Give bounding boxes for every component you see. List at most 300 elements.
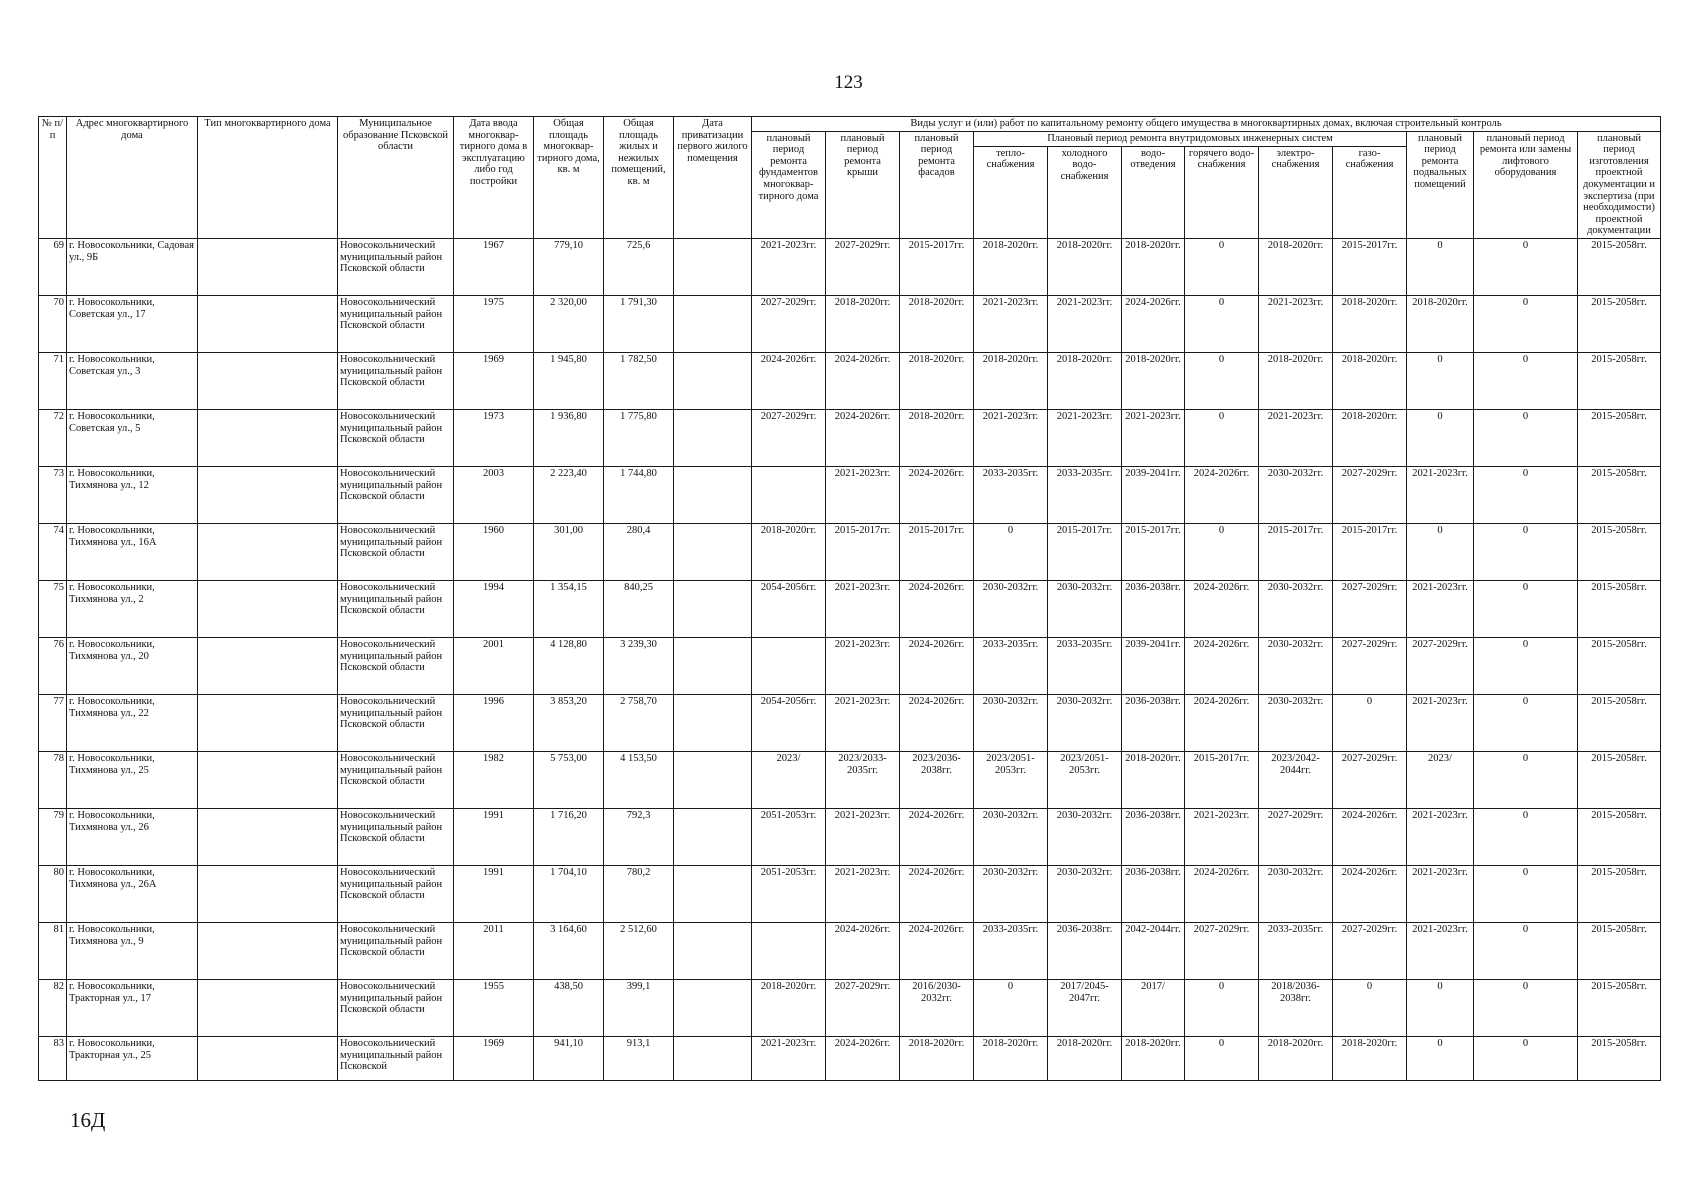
cell-living-area: 3 239,30 [604, 637, 674, 694]
cell-foundation: 2027-2029гг. [752, 295, 826, 352]
cell-living-area: 4 153,50 [604, 751, 674, 808]
cell-sewer: 2018-2020гг. [1122, 238, 1185, 295]
cell-basement: 0 [1407, 238, 1474, 295]
cell-municipality: Новосокольнический муниципальный район Псковской области [338, 580, 454, 637]
cell-heat: 0 [974, 523, 1048, 580]
cell-hot-water: 2024-2026гг. [1185, 865, 1259, 922]
cell-address: г. Новосокольники, Тихмянова ул., 20 [67, 637, 198, 694]
cell-basement: 2021-2023гг. [1407, 694, 1474, 751]
header-living-area: Общая площадь жилых и нежилых помещений, кв. м [604, 117, 674, 239]
cell-cold-water: 2033-2035гг. [1048, 637, 1122, 694]
cell-privatization [674, 1036, 752, 1080]
cell-municipality: Новосокольнический муниципальный район Псковской области [338, 523, 454, 580]
cell-sewer: 2039-2041гг. [1122, 466, 1185, 523]
cell-privatization [674, 694, 752, 751]
cell-type [198, 238, 338, 295]
cell-privatization [674, 580, 752, 637]
cell-municipality: Новосокольнический муниципальный район Псковской области [338, 808, 454, 865]
cell-gas: 2018-2020гг. [1333, 352, 1407, 409]
cell-roof: 2024-2026гг. [826, 922, 900, 979]
cell-design: 2015-2058гг. [1578, 352, 1661, 409]
cell-privatization [674, 637, 752, 694]
cell-address: г. Новосокольники, Тихмянова ул., 16А [67, 523, 198, 580]
cell-elevator: 0 [1474, 580, 1578, 637]
cell-electric: 2018-2020гг. [1259, 352, 1333, 409]
cell-municipality: Новосокольнический муниципальный район Псковской области [338, 979, 454, 1036]
cell-privatization [674, 808, 752, 865]
cell-type [198, 922, 338, 979]
table-row [39, 694, 1661, 751]
cell-hot-water: 0 [1185, 352, 1259, 409]
cell-basement: 2021-2023гг. [1407, 580, 1474, 637]
cell-cold-water: 2030-2032гг. [1048, 694, 1122, 751]
header-type: Тип многоквартирного дома [198, 117, 338, 239]
cell-design: 2015-2058гг. [1578, 865, 1661, 922]
cell-living-area: 780,2 [604, 865, 674, 922]
cell-facade: 2024-2026гг. [900, 922, 974, 979]
cell-num: 69 [39, 238, 67, 295]
cell-foundation: 2054-2056гг. [752, 694, 826, 751]
cell-sewer: 2017/ [1122, 979, 1185, 1036]
cell-hot-water: 0 [1185, 238, 1259, 295]
cell-elevator: 0 [1474, 865, 1578, 922]
cell-cold-water: 2023/2051-2053гг. [1048, 751, 1122, 808]
cell-year: 1960 [454, 523, 534, 580]
cell-num: 74 [39, 523, 67, 580]
cell-municipality: Новосокольнический муниципальный район Псковской области [338, 409, 454, 466]
cell-total-area: 3 164,60 [534, 922, 604, 979]
table-row [39, 523, 1661, 580]
cell-privatization [674, 295, 752, 352]
cell-privatization [674, 238, 752, 295]
cell-privatization [674, 523, 752, 580]
table-row [39, 580, 1661, 637]
cell-basement: 0 [1407, 979, 1474, 1036]
cell-hot-water: 2024-2026гг. [1185, 580, 1259, 637]
cell-design: 2015-2058гг. [1578, 523, 1661, 580]
cell-address: г. Новосокольники, Советская ул., 17 [67, 295, 198, 352]
header-address: Адрес многоквартирного дома [67, 117, 198, 239]
cell-address: г. Новосокольники, Тихмянова ул., 26 [67, 808, 198, 865]
cell-privatization [674, 865, 752, 922]
cell-facade: 2023/2036-2038гг. [900, 751, 974, 808]
header-cold-water: холодного водо-снабжения [1048, 146, 1122, 238]
cell-total-area: 5 753,00 [534, 751, 604, 808]
cell-design: 2015-2058гг. [1578, 466, 1661, 523]
cell-num: 70 [39, 295, 67, 352]
header-foundation: плановый период ремонта фундаментов многоквар-тирного дома [752, 131, 826, 238]
cell-basement: 2021-2023гг. [1407, 808, 1474, 865]
cell-roof: 2021-2023гг. [826, 580, 900, 637]
cell-hot-water: 0 [1185, 295, 1259, 352]
cell-cold-water: 2018-2020гг. [1048, 1036, 1122, 1080]
cell-basement: 0 [1407, 409, 1474, 466]
cell-foundation: 2024-2026гг. [752, 352, 826, 409]
cell-year: 1973 [454, 409, 534, 466]
cell-elevator: 0 [1474, 409, 1578, 466]
cell-facade: 2015-2017гг. [900, 238, 974, 295]
table-row [39, 808, 1661, 865]
cell-cold-water: 2030-2032гг. [1048, 580, 1122, 637]
cell-foundation [752, 466, 826, 523]
cell-address: г. Новосокольники, Тракторная ул., 25 [67, 1036, 198, 1080]
cell-type [198, 295, 338, 352]
header-facade: плановый период ремонта фасадов [900, 131, 974, 238]
cell-facade: 2015-2017гг. [900, 523, 974, 580]
cell-living-area: 280,4 [604, 523, 674, 580]
cell-sewer: 2024-2026гг. [1122, 295, 1185, 352]
cell-basement: 2021-2023гг. [1407, 922, 1474, 979]
footer-mark: 16Д [70, 1108, 106, 1132]
cell-hot-water: 0 [1185, 409, 1259, 466]
cell-elevator: 0 [1474, 922, 1578, 979]
cell-num: 78 [39, 751, 67, 808]
cell-roof: 2021-2023гг. [826, 808, 900, 865]
header-heat: тепло-снабжения [974, 146, 1048, 238]
cell-type [198, 580, 338, 637]
cell-total-area: 2 223,40 [534, 466, 604, 523]
table-row [39, 409, 1661, 466]
cell-electric: 2015-2017гг. [1259, 523, 1333, 580]
cell-gas: 0 [1333, 979, 1407, 1036]
cell-total-area: 779,10 [534, 238, 604, 295]
cell-basement: 0 [1407, 1036, 1474, 1080]
cell-total-area: 438,50 [534, 979, 604, 1036]
cell-living-area: 1 791,30 [604, 295, 674, 352]
cell-hot-water: 0 [1185, 1036, 1259, 1080]
cell-type [198, 1036, 338, 1080]
cell-basement: 2021-2023гг. [1407, 865, 1474, 922]
cell-heat: 0 [974, 979, 1048, 1036]
cell-elevator: 0 [1474, 295, 1578, 352]
cell-basement: 2023/ [1407, 751, 1474, 808]
cell-foundation: 2051-2053гг. [752, 808, 826, 865]
cell-sewer: 2018-2020гг. [1122, 352, 1185, 409]
cell-sewer: 2018-2020гг. [1122, 1036, 1185, 1080]
cell-heat: 2030-2032гг. [974, 694, 1048, 751]
cell-foundation: 2018-2020гг. [752, 523, 826, 580]
page-number: 123 [834, 72, 863, 93]
cell-hot-water: 2024-2026гг. [1185, 694, 1259, 751]
table-row [39, 238, 1661, 295]
cell-electric: 2030-2032гг. [1259, 637, 1333, 694]
cell-municipality: Новосокольнический муниципальный район Псковской области [338, 238, 454, 295]
cell-elevator: 0 [1474, 751, 1578, 808]
cell-foundation: 2018-2020гг. [752, 979, 826, 1036]
cell-sewer: 2036-2038гг. [1122, 694, 1185, 751]
cell-basement: 2021-2023гг. [1407, 466, 1474, 523]
cell-elevator: 0 [1474, 637, 1578, 694]
cell-year: 1969 [454, 352, 534, 409]
cell-basement: 2027-2029гг. [1407, 637, 1474, 694]
cell-elevator: 0 [1474, 808, 1578, 865]
cell-living-area: 840,25 [604, 580, 674, 637]
cell-foundation: 2023/ [752, 751, 826, 808]
cell-roof: 2021-2023гг. [826, 637, 900, 694]
cell-gas: 2018-2020гг. [1333, 295, 1407, 352]
cell-privatization [674, 979, 752, 1036]
cell-living-area: 792,3 [604, 808, 674, 865]
cell-heat: 2018-2020гг. [974, 238, 1048, 295]
table-row [39, 865, 1661, 922]
cell-sewer: 2042-2044гг. [1122, 922, 1185, 979]
cell-num: 71 [39, 352, 67, 409]
cell-electric: 2018/2036-2038гг. [1259, 979, 1333, 1036]
cell-electric: 2021-2023гг. [1259, 295, 1333, 352]
table-header [39, 117, 1661, 239]
cell-electric: 2023/2042-2044гг. [1259, 751, 1333, 808]
cell-type [198, 808, 338, 865]
cell-municipality: Новосокольнический муниципальный район Псковской области [338, 865, 454, 922]
cell-sewer: 2018-2020гг. [1122, 751, 1185, 808]
cell-year: 1996 [454, 694, 534, 751]
cell-cold-water: 2017/2045-2047гг. [1048, 979, 1122, 1036]
table-body [39, 238, 1661, 1080]
cell-roof: 2024-2026гг. [826, 1036, 900, 1080]
cell-roof: 2024-2026гг. [826, 409, 900, 466]
table-row [39, 466, 1661, 523]
cell-heat: 2023/2051-2053гг. [974, 751, 1048, 808]
cell-num: 77 [39, 694, 67, 751]
cell-hot-water: 2027-2029гг. [1185, 922, 1259, 979]
header-works-group: Виды услуг и (или) работ по капитальному ремонту общего имущества в многоквартирных домах, включая строительный контроль [752, 117, 1661, 132]
cell-address: г. Новосокольники, Тихмянова ул., 22 [67, 694, 198, 751]
cell-heat: 2021-2023гг. [974, 295, 1048, 352]
cell-facade: 2016/2030-2032гг. [900, 979, 974, 1036]
cell-gas: 2018-2020гг. [1333, 1036, 1407, 1080]
cell-type [198, 637, 338, 694]
cell-year: 2011 [454, 922, 534, 979]
cell-facade: 2024-2026гг. [900, 637, 974, 694]
cell-gas: 2024-2026гг. [1333, 808, 1407, 865]
cell-privatization [674, 466, 752, 523]
cell-num: 76 [39, 637, 67, 694]
cell-num: 83 [39, 1036, 67, 1080]
cell-electric: 2021-2023гг. [1259, 409, 1333, 466]
cell-electric: 2030-2032гг. [1259, 694, 1333, 751]
cell-gas: 2027-2029гг. [1333, 580, 1407, 637]
cell-design: 2015-2058гг. [1578, 979, 1661, 1036]
cell-design: 2015-2058гг. [1578, 1036, 1661, 1080]
cell-total-area: 1 936,80 [534, 409, 604, 466]
cell-type [198, 751, 338, 808]
cell-gas: 2015-2017гг. [1333, 238, 1407, 295]
table-row [39, 295, 1661, 352]
cell-roof: 2023/2033-2035гг. [826, 751, 900, 808]
cell-design: 2015-2058гг. [1578, 751, 1661, 808]
cell-num: 72 [39, 409, 67, 466]
cell-municipality: Новосокольнический муниципальный район Псковской области [338, 295, 454, 352]
cell-living-area: 913,1 [604, 1036, 674, 1080]
cell-living-area: 725,6 [604, 238, 674, 295]
cell-facade: 2018-2020гг. [900, 409, 974, 466]
cell-total-area: 3 853,20 [534, 694, 604, 751]
header-engineering-group: Плановый период ремонта внутридомовых инженерных систем [974, 131, 1407, 146]
cell-design: 2015-2058гг. [1578, 922, 1661, 979]
cell-heat: 2030-2032гг. [974, 865, 1048, 922]
cell-elevator: 0 [1474, 694, 1578, 751]
cell-year: 1969 [454, 1036, 534, 1080]
cell-electric: 2018-2020гг. [1259, 238, 1333, 295]
cell-design: 2015-2058гг. [1578, 694, 1661, 751]
cell-electric: 2033-2035гг. [1259, 922, 1333, 979]
cell-gas: 2027-2029гг. [1333, 751, 1407, 808]
cell-living-area: 1 744,80 [604, 466, 674, 523]
cell-design: 2015-2058гг. [1578, 808, 1661, 865]
cell-address: г. Новосокольники, Тракторная ул., 17 [67, 979, 198, 1036]
cell-hot-water: 2024-2026гг. [1185, 637, 1259, 694]
cell-sewer: 2036-2038гг. [1122, 808, 1185, 865]
cell-facade: 2018-2020гг. [900, 352, 974, 409]
header-hot-water: горячего водо-снабжения [1185, 146, 1259, 238]
header-total-area: Общая площадь многоквар-тирного дома, кв. м [534, 117, 604, 239]
table-row [39, 979, 1661, 1036]
cell-heat: 2030-2032гг. [974, 808, 1048, 865]
cell-address: г. Новосокольники, Советская ул., 3 [67, 352, 198, 409]
cell-basement: 2018-2020гг. [1407, 295, 1474, 352]
cell-cold-water: 2018-2020гг. [1048, 352, 1122, 409]
capital-repair-table [38, 116, 1661, 1081]
cell-year: 1955 [454, 979, 534, 1036]
cell-type [198, 523, 338, 580]
table-row [39, 1036, 1661, 1080]
cell-heat: 2033-2035гг. [974, 922, 1048, 979]
cell-roof: 2021-2023гг. [826, 865, 900, 922]
cell-cold-water: 2030-2032гг. [1048, 865, 1122, 922]
cell-sewer: 2036-2038гг. [1122, 865, 1185, 922]
cell-year: 1967 [454, 238, 534, 295]
cell-elevator: 0 [1474, 1036, 1578, 1080]
cell-year: 1991 [454, 865, 534, 922]
cell-gas: 2015-2017гг. [1333, 523, 1407, 580]
cell-foundation [752, 637, 826, 694]
cell-basement: 0 [1407, 352, 1474, 409]
cell-foundation: 2051-2053гг. [752, 865, 826, 922]
cell-address: г. Новосокольники, Тихмянова ул., 2 [67, 580, 198, 637]
header-gas: газо-снабжения [1333, 146, 1407, 238]
cell-roof: 2024-2026гг. [826, 352, 900, 409]
cell-municipality: Новосокольнический муниципальный район Псковской области [338, 352, 454, 409]
cell-num: 79 [39, 808, 67, 865]
header-sewer: водо-отведения [1122, 146, 1185, 238]
cell-electric: 2027-2029гг. [1259, 808, 1333, 865]
cell-num: 81 [39, 922, 67, 979]
cell-municipality: Новосокольнический муниципальный район Псковской области [338, 694, 454, 751]
cell-sewer: 2021-2023гг. [1122, 409, 1185, 466]
table-row [39, 352, 1661, 409]
cell-basement: 0 [1407, 523, 1474, 580]
table-row [39, 922, 1661, 979]
cell-municipality: Новосокольнический муниципальный район Псковской области [338, 466, 454, 523]
header-date-commission: Дата ввода многоквар-тирного дома в эксплуатацию либо год постройки [454, 117, 534, 239]
cell-electric: 2018-2020гг. [1259, 1036, 1333, 1080]
header-privatization-date: Дата приватизации первого жилого помещения [674, 117, 752, 239]
cell-total-area: 2 320,00 [534, 295, 604, 352]
cell-foundation: 2021-2023гг. [752, 1036, 826, 1080]
cell-address: г. Новосокольники, Тихмянова ул., 26А [67, 865, 198, 922]
cell-sewer: 2039-2041гг. [1122, 637, 1185, 694]
cell-design: 2015-2058гг. [1578, 409, 1661, 466]
cell-hot-water: 0 [1185, 979, 1259, 1036]
cell-living-area: 1 775,80 [604, 409, 674, 466]
cell-num: 82 [39, 979, 67, 1036]
cell-electric: 2030-2032гг. [1259, 580, 1333, 637]
cell-cold-water: 2036-2038гг. [1048, 922, 1122, 979]
cell-facade: 2024-2026гг. [900, 865, 974, 922]
cell-gas: 2024-2026гг. [1333, 865, 1407, 922]
cell-living-area: 1 782,50 [604, 352, 674, 409]
cell-year: 1994 [454, 580, 534, 637]
cell-municipality: Новосокольнический муниципальный район Псковской области [338, 637, 454, 694]
cell-year: 1991 [454, 808, 534, 865]
cell-total-area: 941,10 [534, 1036, 604, 1080]
cell-total-area: 4 128,80 [534, 637, 604, 694]
cell-heat: 2018-2020гг. [974, 352, 1048, 409]
cell-privatization [674, 751, 752, 808]
cell-facade: 2024-2026гг. [900, 580, 974, 637]
header-municipality: Муниципальное образование Псковской области [338, 117, 454, 239]
cell-design: 2015-2058гг. [1578, 238, 1661, 295]
cell-privatization [674, 352, 752, 409]
cell-facade: 2018-2020гг. [900, 1036, 974, 1080]
cell-foundation: 2054-2056гг. [752, 580, 826, 637]
cell-municipality: Новосокольнический муниципальный район Псковской области [338, 751, 454, 808]
cell-gas: 2027-2029гг. [1333, 466, 1407, 523]
cell-gas: 0 [1333, 694, 1407, 751]
cell-cold-water: 2015-2017гг. [1048, 523, 1122, 580]
cell-sewer: 2015-2017гг. [1122, 523, 1185, 580]
header-elevator: плановый период ремонта или замены лифтового оборудования [1474, 131, 1578, 238]
cell-address: г. Новосокольники, Тихмянова ул., 25 [67, 751, 198, 808]
cell-gas: 2027-2029гг. [1333, 637, 1407, 694]
cell-type [198, 466, 338, 523]
cell-type [198, 352, 338, 409]
header-design-docs: плановый период изготовления проектной документации и экспертиза (при необходимости) проектной документации [1578, 131, 1661, 238]
cell-living-area: 2 512,60 [604, 922, 674, 979]
cell-cold-water: 2030-2032гг. [1048, 808, 1122, 865]
cell-roof: 2021-2023гг. [826, 694, 900, 751]
cell-facade: 2018-2020гг. [900, 295, 974, 352]
cell-roof: 2018-2020гг. [826, 295, 900, 352]
cell-roof: 2021-2023гг. [826, 466, 900, 523]
header-roof: плановый период ремонта крыши [826, 131, 900, 238]
cell-year: 2003 [454, 466, 534, 523]
cell-living-area: 399,1 [604, 979, 674, 1036]
cell-heat: 2033-2035гг. [974, 466, 1048, 523]
cell-facade: 2024-2026гг. [900, 808, 974, 865]
cell-facade: 2024-2026гг. [900, 466, 974, 523]
cell-cold-water: 2021-2023гг. [1048, 409, 1122, 466]
cell-total-area: 1 945,80 [534, 352, 604, 409]
cell-num: 80 [39, 865, 67, 922]
cell-heat: 2030-2032гг. [974, 580, 1048, 637]
header-num: № п/п [39, 117, 67, 239]
cell-hot-water: 2015-2017гг. [1185, 751, 1259, 808]
cell-year: 1982 [454, 751, 534, 808]
cell-roof: 2027-2029гг. [826, 238, 900, 295]
cell-heat: 2033-2035гг. [974, 637, 1048, 694]
cell-num: 73 [39, 466, 67, 523]
cell-total-area: 301,00 [534, 523, 604, 580]
cell-privatization [674, 409, 752, 466]
cell-heat: 2021-2023гг. [974, 409, 1048, 466]
cell-design: 2015-2058гг. [1578, 580, 1661, 637]
cell-type [198, 694, 338, 751]
cell-hot-water: 0 [1185, 523, 1259, 580]
cell-type [198, 865, 338, 922]
cell-design: 2015-2058гг. [1578, 637, 1661, 694]
cell-elevator: 0 [1474, 979, 1578, 1036]
